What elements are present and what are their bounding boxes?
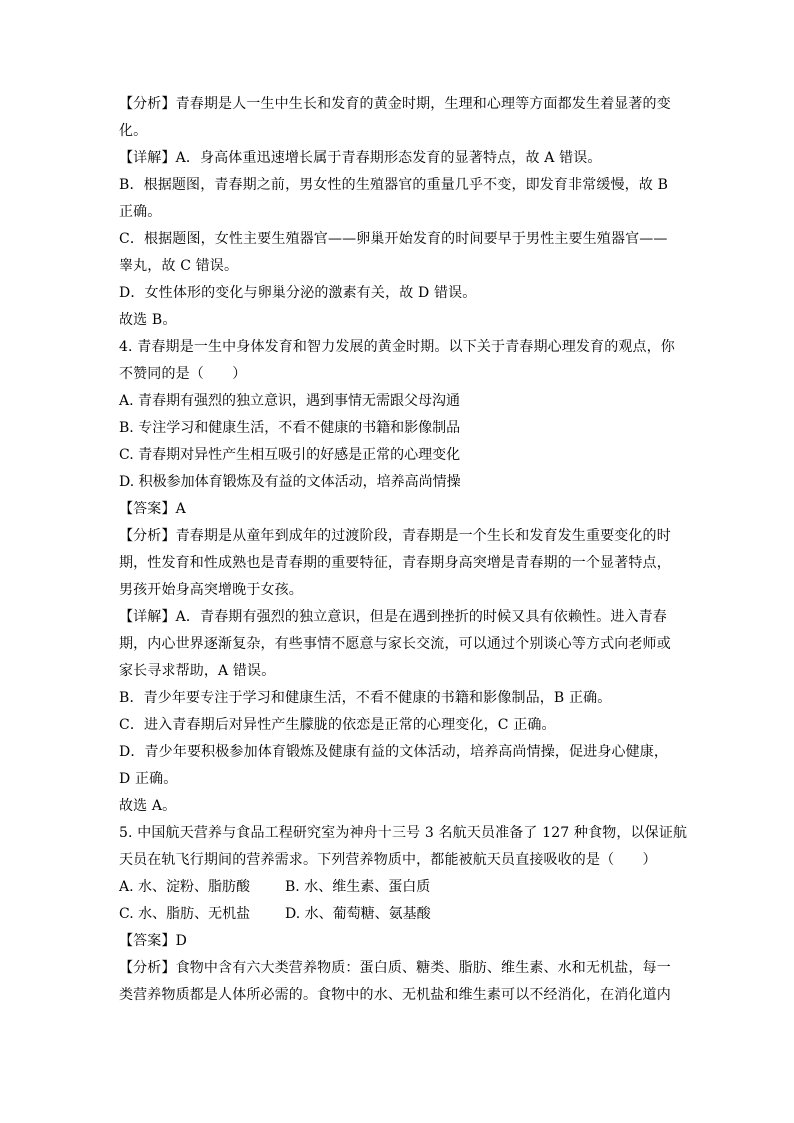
q3-analysis-line-2: 化。 [119,123,148,139]
q3-analysis-line-1: 【分析】青春期是人一生中生长和发育的黄金时期，生理和心理等方面都发生着显著的变 [119,96,671,112]
q4-detail-d-line-2: D 正确。 [119,771,178,787]
q3-detail-b-line-2: 正确。 [119,204,162,220]
q3-detail-d: D．女性体形的变化与卵巢分泌的激素有关，故 D 错误。 [119,285,477,301]
q5-stem-line-1: 5. 中国航天营养与食品工程研究室为神舟十三号 3 名航天员准备了 127 种食物，以保证航 [119,825,688,841]
q5-answer: 【答案】D [119,933,187,949]
q5-stem-line-2: 天员在轨飞行期间的营养需求。下列营养物质中，都能被航天员直接吸收的是（ ） [119,852,657,868]
q5-options-row-2 [119,901,679,928]
q3-detail-a: 【详解】A．身高体重迅速增长属于青春期形态发育的显著特点，故 A 错误。 [119,150,602,166]
q4-analysis-line-3: 男孩开始身高突增晚于女孩。 [119,582,303,598]
q5-option-d: D. 水、葡萄糖、氨基酸 [285,906,431,922]
q4-option-b: B. 专注学习和健康生活，不看不健康的书籍和影像制品 [119,420,461,436]
q4-detail-b: B．青少年要专注于学习和健康生活，不看不健康的书籍和影像制品，B 正确。 [119,690,612,706]
q4-answer: 【答案】A [119,501,186,517]
q3-detail-b-line-1: B．根据题图，青春期之前，男女性的生殖器官的重量几乎不变，即发育非常缓慢，故 B [119,177,669,193]
q5-options-row-1 [119,874,679,901]
q3-conclusion: 故选 B。 [119,312,177,328]
document-page [119,91,688,1009]
q3-detail-c-line-2: 睾丸，故 C 错误。 [119,258,239,274]
q4-detail-c: C．进入青春期后对异性产生朦胧的依恋是正常的心理变化，C 正确。 [119,717,556,733]
q5-option-a: A. 水、淀粉、脂肪酸 [119,879,251,895]
q5-option-c: C. 水、脂肪、无机盐 [119,906,251,922]
q4-stem-line-2: 不赞同的是（ ） [119,366,247,382]
q4-option-c: C. 青春期对异性产生相互吸引的好感是正常的心理变化 [119,447,461,463]
q4-detail-a-line-2: 期，内心世界逐渐复杂，有些事情不愿意与家长交流，可以通过个别谈心等方式向老师或 [119,636,671,652]
q4-option-d: D. 积极参加体育锻炼及有益的文体活动，培养高尚情操 [119,474,461,490]
q3-detail-c-line-1: C．根据题图，女性主要生殖器官——卵巢开始发育的时间要早于男性主要生殖器官—— [119,231,668,247]
q4-detail-a-line-1: 【详解】A．青春期有强烈的独立意识，但是在遇到挫折的时候又具有依赖性。进入青春 [119,609,667,625]
q4-option-a: A. 青春期有强烈的独立意识，遇到事情无需跟父母沟通 [119,393,461,409]
q4-detail-d-line-1: D．青少年要积极参加体育锻炼及健康有益的文体活动，培养高尚情操，促进身心健康， [119,744,669,760]
q4-analysis-line-1: 【分析】青春期是从童年到成年的过渡阶段，青春期是一个生长和发育发生重要变化的时 [119,528,671,544]
q4-analysis-line-2: 期，性发育和性成熟也是青春期的重要特征，青春期身高突增是青春期的一个显著特点， [119,555,671,571]
q4-stem-line-1: 4. 青春期是一生中身体发育和智力发展的黄金时期。以下关于青春期心理发育的观点，你 [119,339,675,355]
q5-analysis-line-2: 类营养物质都是人体所必需的。食物中的水、无机盐和维生素可以不经消化，在消化道内 [119,987,671,1003]
q5-option-b: B. 水、维生素、蛋白质 [285,879,431,895]
q5-analysis-line-1: 【分析】食物中含有六大类营养物质：蛋白质、糖类、脂肪、维生素、水和无机盐，每一 [119,960,671,976]
q4-detail-a-line-3: 家长寻求帮助，A 错误。 [119,663,276,679]
q4-conclusion: 故选 A。 [119,798,177,814]
